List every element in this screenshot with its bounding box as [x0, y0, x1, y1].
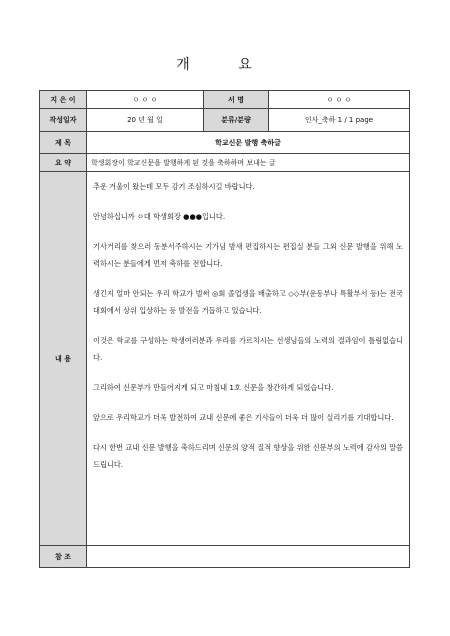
signature-value: ㅇ ㅇ ㅇ	[269, 91, 410, 109]
date-label: 작성일자	[40, 109, 87, 132]
reference-value	[87, 546, 410, 568]
category-label: 분류/분량	[204, 109, 269, 132]
subject-label: 제 목	[40, 132, 87, 154]
content-paragraph: 앞으로 우리학교가 더욱 발전하여 교내 신문에 좋은 기사들이 더욱 더 많이 실리기를 기대합니다.	[93, 413, 394, 422]
author-label: 지 은 이	[40, 91, 87, 109]
content-paragraph: 기사거리를 찾으러 동분서주하시는 기가님 밤새 편집하시는 편집실 분들 그외 신문 발행을 위해 노력하시는 분들에게 먼저 축하를 전합니다.	[93, 242, 403, 268]
signature-label: 서 명	[204, 91, 269, 109]
content-paragraph: 안녕하십니까 ㅇ대 학생회장 ●●●입니다.	[93, 212, 226, 221]
author-value: ㅇ ㅇ ㅇ	[87, 91, 204, 109]
content-paragraph: 그리하여 신문부가 만들어지게 되고 마침내 1호 신문을 창간하게 되었습니다.	[93, 383, 334, 392]
content-paragraph: 이것은 학교를 구성하는 학생여러분과 우리를 가르치시는 선생님들의 노력의 결과임이 틀림없습니다.	[93, 336, 403, 362]
summary-label: 요 약	[40, 154, 87, 172]
date-value: 20 년 월 일	[87, 109, 204, 132]
content-paragraph: 추운 겨울이 왔는데 모두 감기 조심하시길 바랍니다.	[93, 182, 255, 191]
summary-value: 학생회장이 학교신문을 발행하게 된 것을 축하하며 보내는 글	[87, 154, 410, 172]
content-paragraph: 다시 한번 교내 신문 발행을 축하드리며 신문의 양적 질적 향상을 위한 신문부의 노력에 감사의 말씀드립니다.	[93, 443, 403, 469]
page-title: 개 요	[176, 57, 274, 73]
reference-label: 참 조	[40, 546, 87, 568]
content-paragraph: 생긴지 얼마 안되는 우리 학교가 벌써 ◎회 졸업생을 배출하고 ◇◇부(운동부나 특활부서 등)는 전국대회에서 상위 입상하는 등 발전을 거듭하고 있습니다.	[93, 289, 403, 315]
subject-value: 학교신문 발행 축하글	[87, 132, 410, 154]
category-value: 인사_축하 1 / 1 page	[269, 109, 410, 132]
content-label: 내 용	[40, 172, 87, 546]
content-body	[87, 172, 410, 546]
summary-form-table	[39, 90, 410, 568]
